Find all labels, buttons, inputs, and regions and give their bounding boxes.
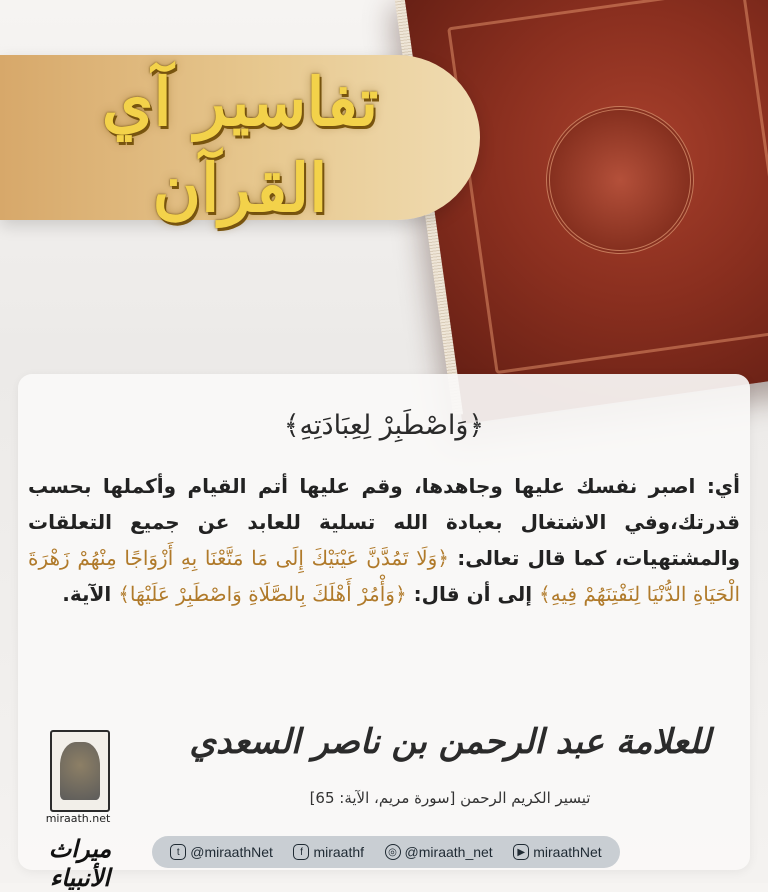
social-handle: miraathNet (533, 844, 602, 860)
quoted-verse-2: ﴿وَأْمُرْ أَهْلَكَ بِالصَّلَاةِ وَاصْطَبِرْ عَلَيْهَا﴾ (118, 582, 407, 606)
social-twitter[interactable] (170, 844, 273, 860)
facebook-icon: f (293, 844, 309, 860)
youtube-icon: ▶ (513, 844, 529, 860)
book-medallion (536, 96, 703, 263)
social-handle: @miraathNet (190, 844, 273, 860)
social-handle: miraathf (313, 844, 365, 860)
tafsir-text (28, 468, 740, 612)
social-instagram[interactable] (385, 844, 493, 860)
social-facebook[interactable] (293, 844, 364, 860)
twitter-icon: t (170, 844, 186, 860)
miraath-logo-icon (50, 730, 110, 812)
source-reference: تيسير الكريم الرحمن [سورة مريم، الآية: 65] (309, 789, 591, 807)
logo-wordmark: ميراث الأنبياء (48, 834, 112, 892)
tafsir-ending: الآية. (62, 582, 119, 606)
logo-url: miraath.net (45, 812, 111, 825)
social-bar (152, 836, 620, 868)
social-youtube[interactable] (513, 844, 601, 860)
quoted-verse-1: ﴿وَلَا تَمُدَّنَّ عَيْنَيْكَ إِلَى مَا مَتَّعْنَا بِهِ أَزْوَاجًا مِنْهُمْ زَهْرَةَ الْحَيَاةِ الدُّنْيَا لِنَفْتِنَهُمْ فِيهِ﴾ (28, 546, 740, 606)
tafsir-intro: أي: اصبر نفسك عليها وجاهدها، وقم عليها أتم القيام وأكملها بحسب قدرتك،وفي الاشتغال بعبادة الله تسلية للعابد عن جميع التعلقات والمشتهيات، كما قال تعالى: (28, 474, 740, 570)
page-title: تفاسير آي القرآن (101, 63, 379, 227)
tafsir-middle: إلى أن قال: (406, 582, 540, 606)
heading-verse: ﴿وَاصْطَبِرْ لِعِبَادَتِهِ﴾ (283, 410, 485, 441)
author-name: للعلامة عبد الرحمن بن ناصر السعدي (189, 722, 711, 762)
instagram-icon: ◎ (385, 844, 401, 860)
social-handle: @miraath_net (404, 844, 493, 860)
book-frame (447, 0, 768, 374)
